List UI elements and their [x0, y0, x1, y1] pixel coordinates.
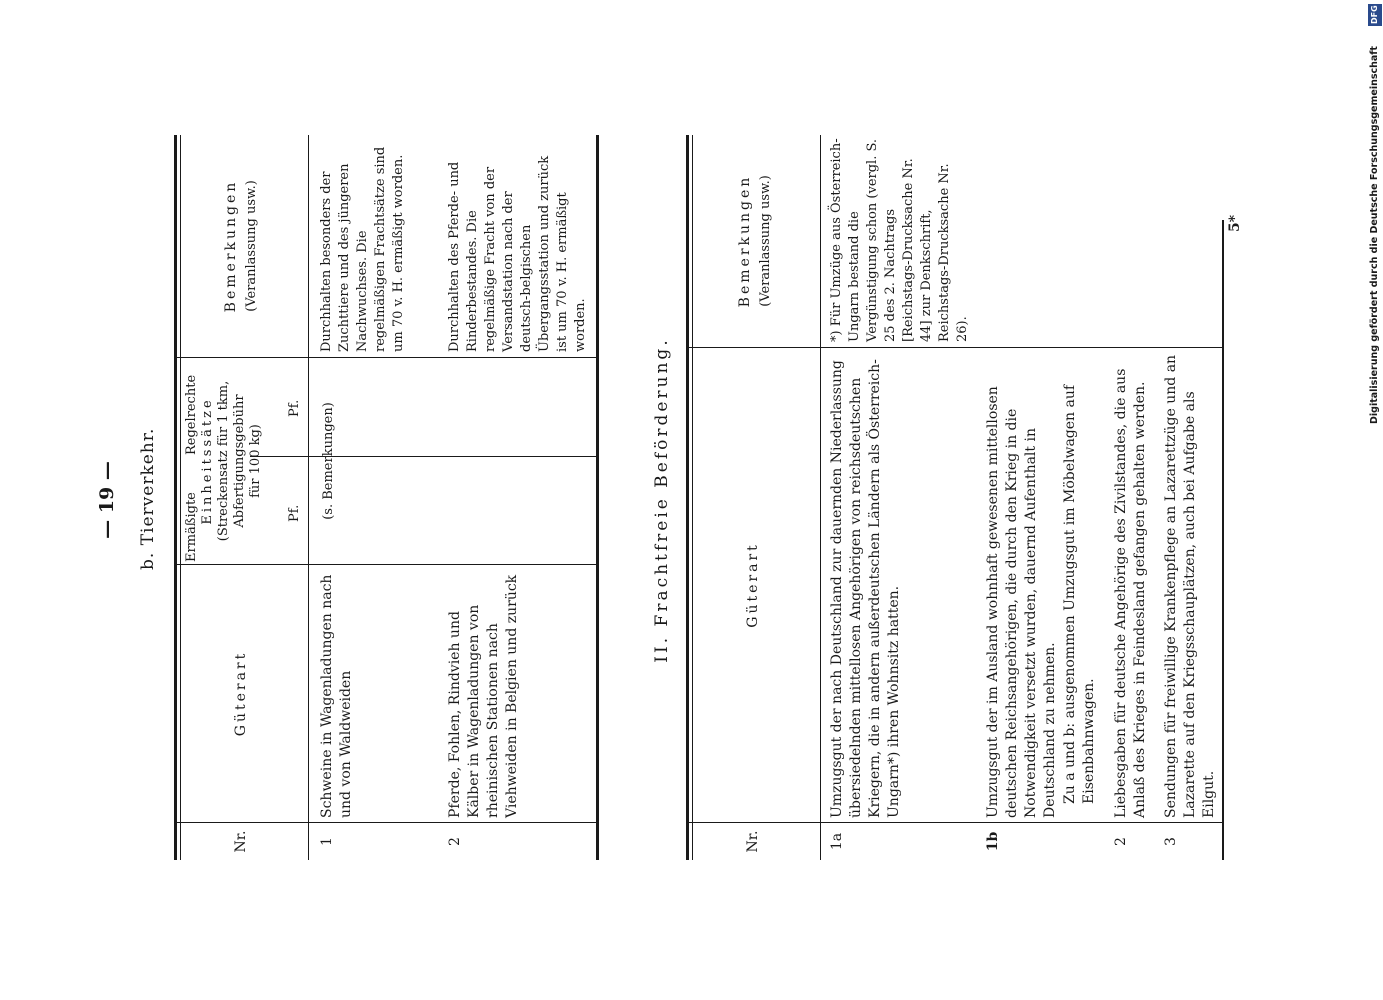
t1-header-rates-sub1: (Streckensatz für 1 tkm,: [216, 380, 231, 542]
t2-row-1a-nr: 1a: [829, 832, 845, 851]
t1-row-2-nr: 2: [447, 837, 463, 846]
t1-header-bemerkungen: Bemerkungen: [223, 179, 239, 313]
t1-row-1-bemerkungen: Durchhalten besonders der Zuchttiere und des jüngeren Nachwuchses. Die regelmäßigen Frachtsätze sind um 70 v. H. ermäßigt worden.: [319, 146, 406, 352]
t1-row-2-bemerkungen: Durchhalten des Pferde- und Rinderbestandes. Die regelmäßige Fracht von der Versandstation nach der deutsch-belgischen Übergangsstation und zurück ist um 70 v. H. ermäßigt worden.: [447, 155, 588, 352]
t2-row-3-nr: 3: [1163, 837, 1179, 846]
t2-row-1b-nr: 1b: [985, 831, 1001, 852]
t1-header-unit-left: Pf.: [287, 504, 302, 522]
dfg-logo-badge: DFG: [1368, 4, 1382, 26]
t2-row-1b-note: Zu a und b: ausgenommen Umzugsgut im Möbelwagen auf Eisenbahnwagen.: [1062, 384, 1097, 804]
t2-row-2-nr: 2: [1113, 837, 1129, 846]
section-b-title: b. Tierverkehr.: [138, 427, 158, 570]
t1-row-1-gueterart: Schweine in Wagenladungen nach und von Waldweiden: [319, 574, 354, 818]
t1-header-unit-right: Pf.: [287, 399, 302, 417]
t1-header-bemerkungen-sub: (Veranlassung usw.): [244, 180, 259, 312]
page-number: — 19 —: [96, 461, 118, 539]
credit-text: Digitalisierung gefördert durch die Deutsche Forschungsgemeinschaft: [1369, 46, 1380, 424]
section-ii-title: II. Frachtfreie Beförderung.: [652, 337, 672, 663]
t1-row-1-rates: (s. Bemerkungen): [321, 402, 336, 520]
t1-row-2-gueterart: Pferde, Fohlen, Rindvieh und Kälber in Wagenladungen von rheinischen Stationen nach Viehweiden in Belgien und zurück: [447, 574, 520, 818]
signature-mark: 5*: [1227, 214, 1243, 232]
t1-row-1-nr: 1: [319, 837, 335, 846]
t1-header-rates-title: Einheitssätze: [200, 397, 215, 525]
t2-row-1a-gueterart: Umzugsgut der nach Deutschland zur dauernden Niederlassung übersiedelnden mittellosen Angehörigen von reichsdeutschen Kriegern, die in andern außerdeutschen Ländern als Österreich-Ungarn*) ihren Wohnsitz hatten.: [829, 359, 902, 818]
digitization-credit: [1368, 4, 1382, 424]
t1-header-rates-sub2: Abfertigungsgebühr: [232, 394, 247, 528]
t2-row-1b-gueterart: Umzugsgut der im Ausland wohnhaft gewesenen mittellosen deutschen Reichsangehörigen, die durch den Krieg in die Notwendigkeit versetzt wurden, dauernd Aufenthalt in Deutschland zu nehmen.: [985, 386, 1058, 818]
t2-row-3-gueterart: Sendungen für freiwillige Krankenpflege an Lazarettzüge und an Lazarette auf den Kriegsschauplätzen, auch bei Aufgabe als Eilgut.: [1163, 354, 1217, 818]
t1-header-rates-reduced: Ermäßigte: [184, 492, 199, 562]
t1-header-rates-sub3: für 100 kg): [248, 424, 263, 498]
t2-header-bemerkungen-sub: (Veranlassung usw.): [758, 175, 773, 307]
t2-header-bemerkungen: Bemerkungen: [737, 174, 753, 308]
t2-header-nr: Nr.: [745, 830, 761, 853]
t2-header-gueterart: Güterart: [745, 542, 761, 628]
t1-header-rates-regular: Regelrechte: [184, 374, 199, 455]
t2-row-2-gueterart: Liebesgaben für deutsche Angehörige des Zivilstandes, die aus Anlaß des Krieges in Feindesland gefangen gehalten werden.: [1113, 368, 1148, 818]
t2-row-1a-bemerkungen: *) Für Umzüge aus Österreich-Ungarn bestand die Vergünstigung schon (vergl. S. 25 des 2. Nachtrags [Reichstags-Drucksache Nr. 44] zur Denkschrift, Reichstags-Drucksache Nr. 26).: [829, 138, 970, 342]
t1-header-nr: Nr.: [233, 830, 249, 853]
t1-header-gueterart: Güterart: [233, 650, 249, 737]
